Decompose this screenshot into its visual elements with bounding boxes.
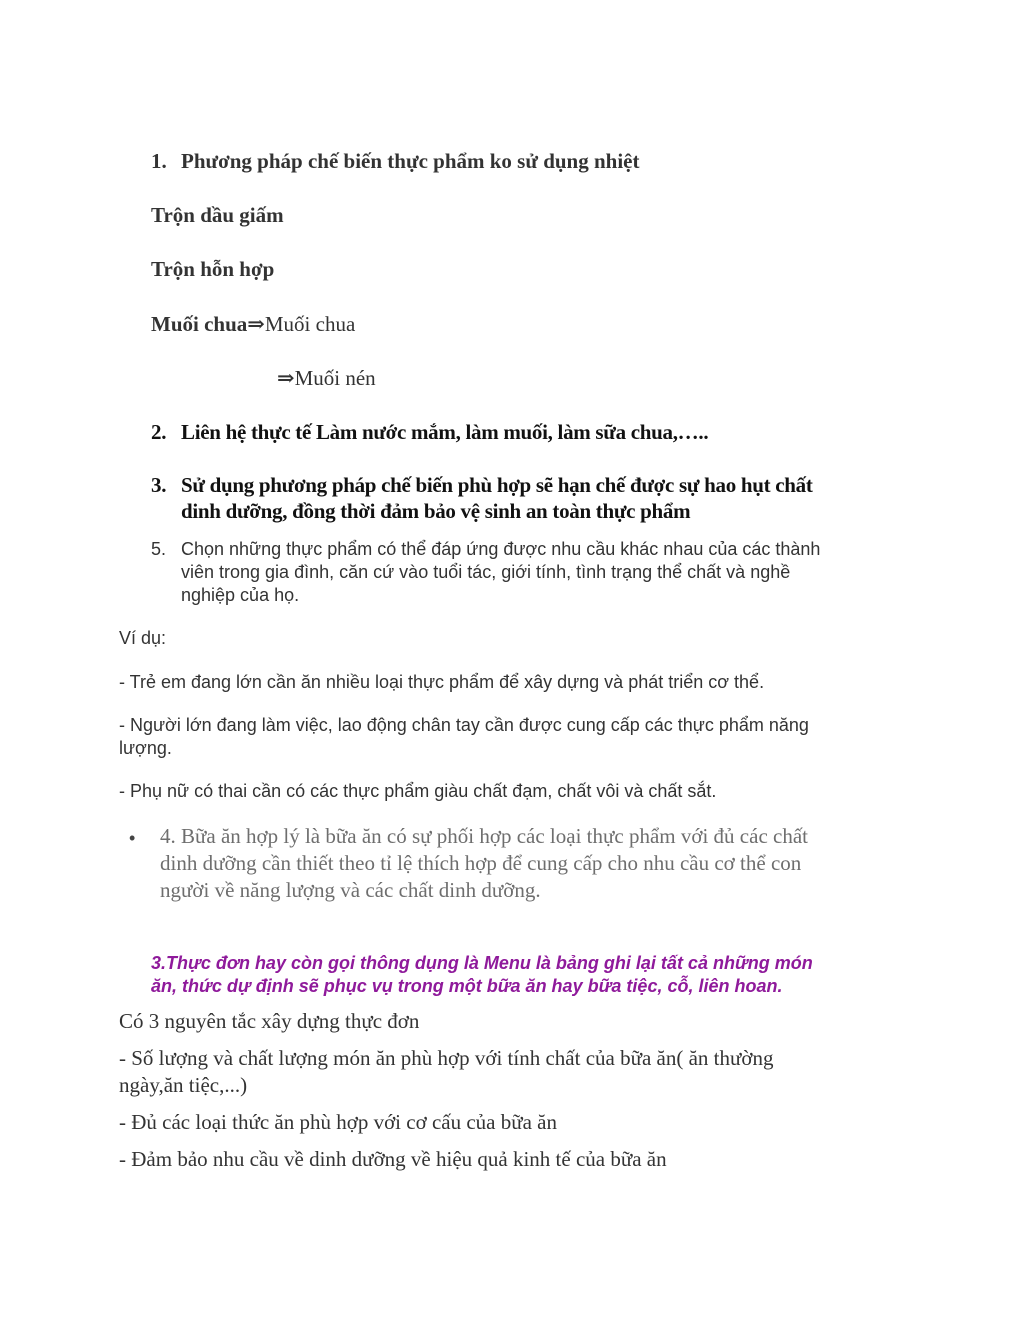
section1-item-tron-hon-hop: Trộn hỗn hợp: [151, 257, 275, 281]
section4-line3: người về năng lượng và các chất dinh dưỡng.: [160, 878, 541, 902]
muoi-chua-bold-label: Muối chua: [151, 312, 248, 336]
arrow-right-icon: ⇒: [277, 366, 295, 390]
section3-number: 3.: [151, 473, 167, 497]
section3-line1: Sử dụng phương pháp chế biến phù hợp sẽ hạn chế được sự hao hụt chất: [181, 473, 813, 497]
section2-text: Liên hệ thực tế Làm nước mắm, làm muối, làm sữa chua,…..: [181, 420, 709, 444]
section4-line1: 4. Bữa ăn hợp lý là bữa ăn có sự phối hợp các loại thực phẩm với đủ các chất: [160, 824, 808, 848]
section1-item-muoi-nen: [277, 365, 376, 391]
principles-p3: - Đảm bảo nhu cầu về dinh dưỡng về hiệu quả kinh tế của bữa ăn: [119, 1147, 667, 1171]
section1-item-tron-dau-giam: Trộn dầu giấm: [151, 203, 284, 227]
example-p1: - Trẻ em đang lớn cần ăn nhiều loại thực phẩm để xây dựng và phát triển cơ thể.: [119, 672, 765, 692]
principles-p1-line2: ngày,ăn tiệc,...): [119, 1073, 248, 1097]
section5-line2: viên trong gia đình, căn cứ vào tuổi tác, giới tính, tình trạng thể chất và nghề: [181, 562, 791, 582]
section5-line1: Chọn những thực phẩm có thể đáp ứng được nhu cầu khác nhau của các thành: [181, 539, 821, 559]
example-p2-line1: - Người lớn đang làm việc, lao động chân tay cần được cung cấp các thực phẩm năng: [119, 715, 809, 735]
principles-p1-line1: - Số lượng và chất lượng món ăn phù hợp với tính chất của bữa ăn( ăn thường: [119, 1046, 774, 1070]
section1-item-muoi-chua: [151, 311, 355, 337]
arrow-right-icon: ⇒: [247, 312, 265, 336]
example-p2-line2: lượng.: [119, 738, 172, 758]
example-label: Ví dụ:: [119, 628, 167, 648]
section3-line2: dinh dưỡng, đồng thời đảm bảo vệ sinh an toàn thực phẩm: [181, 499, 691, 523]
menu-heading-line1: 3.Thực đơn hay còn gọi thông dụng là Menu là bảng ghi lại tất cả những món: [151, 953, 813, 973]
section2-number: 2.: [151, 420, 167, 444]
section1-heading: Phương pháp chế biến thực phẩm ko sử dụng nhiệt: [181, 149, 640, 173]
principles-intro: Có 3 nguyên tắc xây dựng thực đơn: [119, 1009, 420, 1033]
section1-number: 1.: [151, 149, 167, 173]
bullet-icon: •: [129, 828, 136, 848]
muoi-chua-sub-label: Muối chua: [264, 312, 356, 336]
muoi-nen-label: Muối nén: [294, 366, 376, 390]
menu-heading-line2: ăn, thức dự định sẽ phục vụ trong một bữa ăn hay bữa tiệc, cỗ, liên hoan.: [151, 976, 783, 996]
example-p3: - Phụ nữ có thai cần có các thực phẩm giàu chất đạm, chất vôi và chất sắt.: [119, 781, 717, 801]
section5-line3: nghiệp của họ.: [181, 585, 300, 605]
section5-number: 5.: [151, 539, 167, 559]
section4-line2: dinh dưỡng cần thiết theo tỉ lệ thích hợp để cung cấp cho nhu cầu cơ thể con: [160, 851, 802, 875]
principles-p2: - Đủ các loại thức ăn phù hợp với cơ cấu của bữa ăn: [119, 1110, 557, 1134]
